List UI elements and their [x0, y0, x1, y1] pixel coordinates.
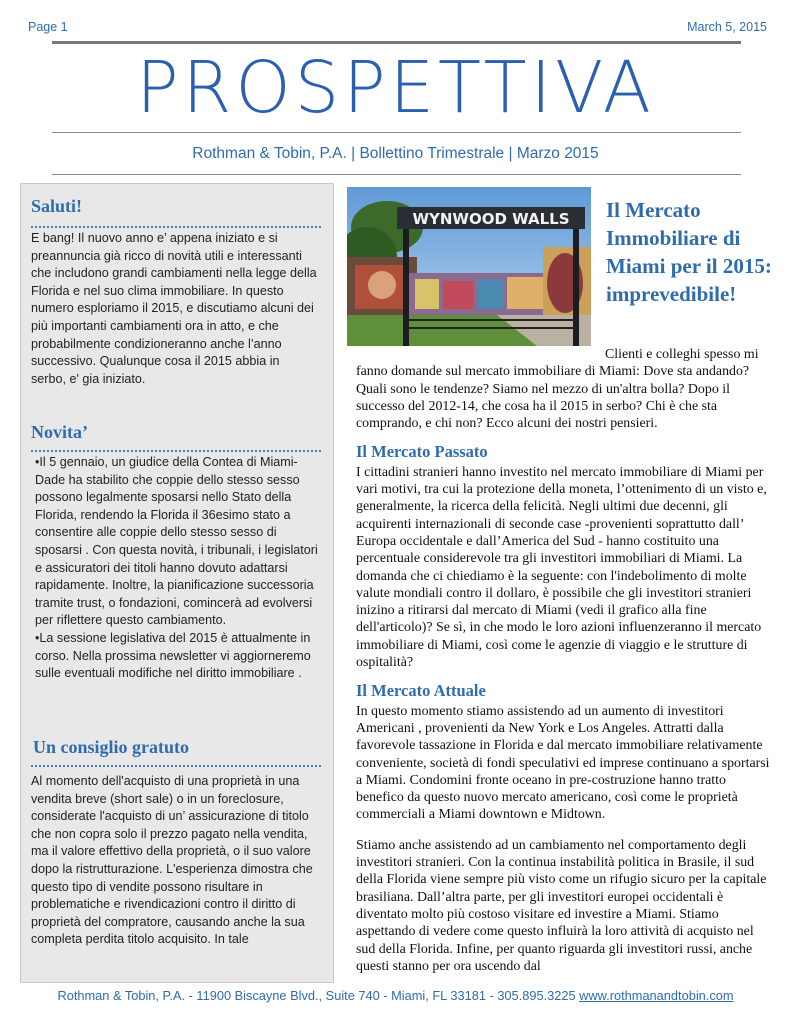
novita-body: [35, 454, 319, 683]
paragraph-gap: [356, 824, 772, 837]
attuale-body-2: Stiamo anche assistendo ad un cambiamento nel comportamento degli investitori stranieri. Con la continua instabilità politica in Brasile, il sud della Florida viene sempre più visto come un rifugio sicuro per la capitale brasiliana. Dall’altra parte, per gli investitori europei occidentali è diventato molto più costoso visitare ed investire a Miami. Stiamo aspettando di vedere come questo influirà la loro attività di acquisto nel sud della Florida. Infine, per quanto riguarda gli investitori russi, anche questi stanno per ora uscendo dal: [356, 837, 767, 974]
wynwood-walls-photo: [347, 187, 591, 346]
saluti-text: E bang! Il nuovo anno e’ appena iniziato e si preannuncia già ricco di novità utili e interessanti che includono grandi cambiamenti nella legge della Florida e nel suo clima immobiliare. In questo numero esploriamo il 2015, e discutiamo alcuni dei più importanti cambiamenti ora in atto, e che probabilmente condizioneranno anche l’anno successivo. Qualunque cosa il 2015 abbia in serbo, e' gia iniziato.: [31, 231, 317, 386]
sidebar: [20, 183, 334, 983]
main-article: [356, 346, 772, 975]
consiglio-text: Al momento dell'acquisto di una proprietà in una vendita breve (short sale) o in un foreclosure, considerate l'acquisto di un’ assicurazione di titolo che non copra solo il prezzo pagato nella vendita, ma il valore effettivo della proprietà, o il suo valore dopo la ristrutturazione. L'esperienza dimostra che questo tipo di vendite possono risultare in problematiche e rivendicazioni contro il diritto di proprietà del compratore, causando anche la sua completa perdita titolo acquisito. In tale: [31, 774, 313, 947]
photo-illustration: [347, 187, 591, 346]
masthead-title: PROSPETTIVA: [136, 46, 655, 129]
section-heading-attuale: Il Mercato Attuale: [356, 681, 486, 701]
page-label: Page 1: [28, 20, 68, 34]
passato-body: I cittadini stranieri hanno investito nel mercato immobiliare di Miami per vari motivi, tra cui la protezione della moneta, l’ottenimento di un visto e, generalmente, la ricerca della felicità. Negli ultimi due decenni, gli acquirenti internazionali di seconde case -provenienti soprattutto dall’ Europa occidentale e dall’America del Sud - hanno costituito una percentuale considerevole tra gli investitori immobiliari di Miami. La domanda che ci chiediamo è la seguente: con l'indebolimento di molte valute mondiali contro il dollaro, è possibile che gli investitori stranieri inizino a ritirarsi dal mercato di Miami (vedi il grafico alla fine dell'articolo)? Se sì, in che modo le loro azioni influenzeranno il mercato immobiliare di Miami, così come le agenzie di viaggio e le strutture di ospitalità?: [356, 464, 767, 671]
website-link[interactable]: www.rothmanandtobin.com: [579, 988, 734, 1003]
section-heading-passato: Il Mercato Passato: [356, 442, 488, 462]
photo-sign-text: WYNWOOD WALLS: [412, 210, 570, 228]
novita-item-2: •La sessione legislativa del 2015 è attualmente in corso. Nella prossima newsletter vi aggiorneremo sulle eventuali modifiche nel diritto immobiliare .: [35, 630, 311, 681]
footer-address: Rothman & Tobin, P.A. - 11900 Biscayne Blvd., Suite 740 - Miami, FL 33181 - 305.895.3225: [57, 988, 580, 1003]
consiglio-rule: [31, 765, 321, 767]
masthead-rule: [52, 132, 741, 133]
saluti-rule: [31, 226, 321, 228]
saluti-heading: Saluti!: [31, 196, 83, 216]
consiglio-heading: Un consiglio gratuto: [33, 737, 190, 757]
attuale-body-1: In questo momento stiamo assistendo ad un aumento di investitori Americani , provenienti da New York e Los Angeles. Attratti dalla favorevole tassazione in Florida e dal mercato immobiliare relativamente conveniente, società di fondi speculativi ed imprese continuano a sportarsi a Miami. Condomini fronte oceano in pre-costruzione hanno tratto benefico da questo nuovo mercato americano, così come le proprietà commerciali a Miami downtown e Midtown.: [356, 703, 770, 823]
saluti-body: [31, 230, 317, 388]
newsletter-subtitle: Rothman & Tobin, P.A. | Bollettino Trimestrale | Marzo 2015: [192, 145, 599, 162]
top-bar: [28, 20, 767, 36]
subtitle-rule: [52, 174, 741, 175]
footer: [0, 988, 791, 1003]
article-intro: Clienti e colleghi spesso mi fanno domande sul mercato immobiliare di Miami: Dove sta andando? Quali sono le tendenze? Siamo nel mezzo di un'altra bolla? Dopo il successo del 2012-14, che cosa ha il 2015 in serbo? Chi è che sta comprando, e chi non? Ecco alcuni dei nostri pensieri.: [356, 347, 759, 432]
issue-date: March 5, 2015: [687, 20, 767, 34]
novita-rule: [31, 450, 321, 452]
consiglio-body: [31, 773, 317, 949]
novita-heading: Novita’: [31, 422, 88, 442]
article-headline: Il Mercato Immobiliare di Miami per il 2015: imprevedibile!: [606, 198, 772, 306]
novita-item-1: •Il 5 gennaio, un giudice della Contea di Miami- Dade ha stabilito che coppie dello stesso sesso possono legalmente sposarsi nello Stato della Florida, rendendo la Florida il 36esimo stato a consentire alle coppie dello stesso sesso di sposarsi . Con questa novità, i tribunali, i legislatori e assicuratori dei titoli hanno dovuto adattarsi rapidamente. Inoltre, la pianificazione successoria tramite trust, o fondazioni, comincerà ad evolversi per riflettere questo cambiamento.: [35, 455, 318, 628]
